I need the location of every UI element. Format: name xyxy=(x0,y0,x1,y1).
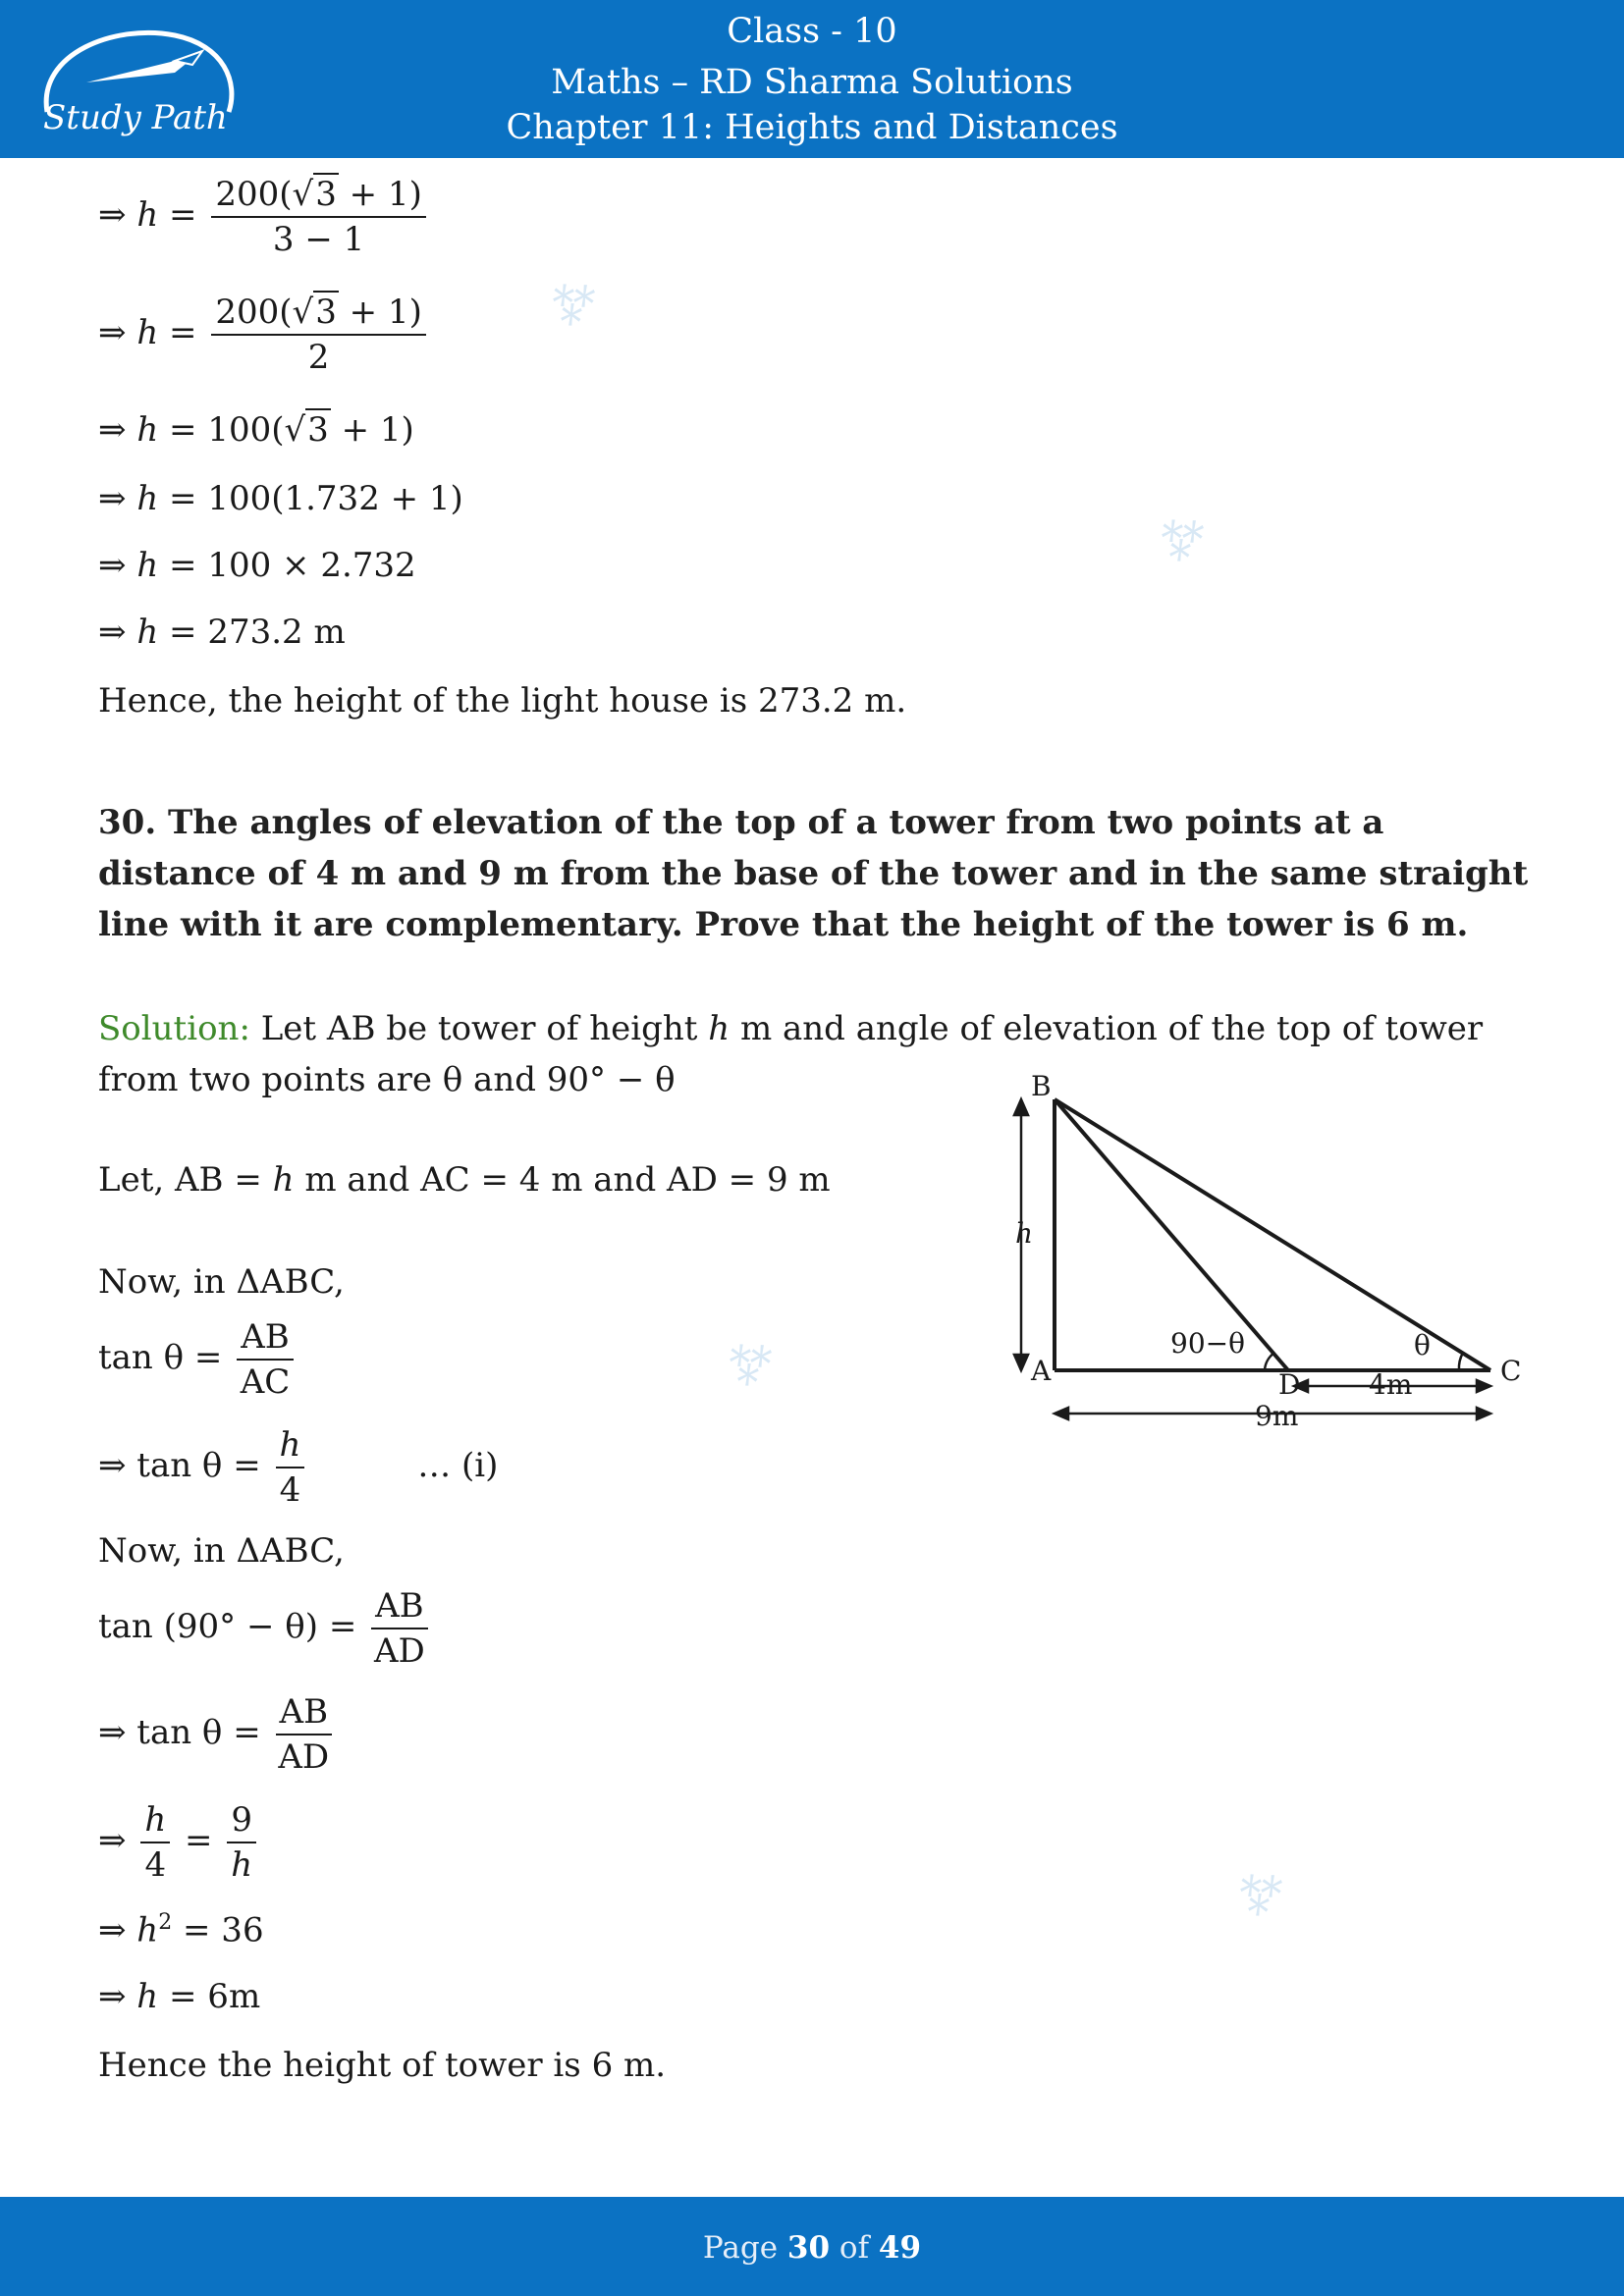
class-label: Class - 10 xyxy=(727,12,897,51)
now-in-triangle-1: Now, in ΔABC, xyxy=(98,1262,345,1302)
sqrt-symbol: √3 xyxy=(284,410,329,450)
step-line-2 xyxy=(98,293,430,377)
now-in-triangle-2: Now, in ΔABC, xyxy=(98,1531,345,1571)
fraction: $\frac{h}{4}$ xyxy=(140,1800,170,1885)
fraction-numerator: 200(√3 + 1) xyxy=(211,293,425,336)
tan-theta-h-over-4: ⇒ tan θ = $\frac{h}{4}$ … (i) xyxy=(98,1425,499,1510)
page-header xyxy=(0,0,1624,158)
label-angle-c: θ xyxy=(1414,1329,1431,1362)
solution-label: Solution: xyxy=(98,1009,250,1048)
equals-sign: = xyxy=(169,195,197,235)
ratio-equation: ⇒ $\frac{h}{4}$ = $\frac{9}{h}$ xyxy=(98,1800,260,1885)
fraction-numerator: 200(√3 + 1) xyxy=(211,175,425,218)
angle-arc-c xyxy=(1459,1353,1463,1370)
fraction-denominator: 2 xyxy=(307,338,330,377)
h-squared-equation: ⇒ $h^2 = 36$ xyxy=(98,1910,264,1950)
let-statement: Let, AB = h m and AC = 4 m and AD = 9 m xyxy=(98,1160,831,1200)
fraction-denominator: 3 − 1 xyxy=(272,220,365,259)
h-value-equation: ⇒ h = 6m xyxy=(98,1977,261,2016)
step-line-5: ⇒ h = 100 × 2.732 xyxy=(98,546,416,585)
lighthouse-conclusion: Hence, the height of the light house is 273.2 m. xyxy=(98,681,907,721)
question-30: 30. The angles of elevation of the top of a tower from two points at a distance of 4 m and 9 m from the base of the tower and in the same straight line with it are complementary. Prove that the height of the tower is 6 m. xyxy=(98,803,1529,944)
current-page: 30 xyxy=(786,2230,831,2266)
tan-90-minus-theta: tan (90° − θ) = $\frac{AB}{AD}$ xyxy=(98,1586,432,1671)
label-h: h xyxy=(1015,1217,1034,1250)
step-line-1 xyxy=(98,175,430,259)
equals-sign: = xyxy=(169,313,197,352)
label-d: D xyxy=(1278,1368,1301,1401)
subject-title: Maths – RD Sharma Solutions xyxy=(551,63,1073,102)
angle-arc-d xyxy=(1265,1353,1274,1370)
total-pages: 49 xyxy=(878,2230,922,2266)
label-c: C xyxy=(1500,1355,1522,1387)
fraction xyxy=(211,293,425,377)
fraction: $\frac{AB}{AD}$ xyxy=(371,1586,428,1671)
sqrt-symbol: √3 xyxy=(292,175,337,214)
triangle-diagram xyxy=(1001,1070,1551,1433)
watermark-logo: ⁂ xyxy=(1224,1857,1295,1926)
step-line-4: ⇒ h = 100(1.732 + 1) xyxy=(98,479,463,518)
fraction: $\frac{h}{4}$ xyxy=(276,1425,305,1510)
label-9m: 9m xyxy=(1255,1400,1299,1432)
chapter-title: Chapter 11: Heights and Distances xyxy=(506,108,1118,147)
tower-conclusion: Hence the height of tower is 6 m. xyxy=(98,2046,667,2085)
fraction: $\frac{AB}{AD}$ xyxy=(276,1692,333,1777)
equation-ref: … (i) xyxy=(417,1446,499,1485)
label-angle-d: 90−θ xyxy=(1170,1327,1245,1360)
label-4m: 4m xyxy=(1369,1368,1413,1401)
fraction xyxy=(211,175,425,259)
watermark-logo: ⁂ xyxy=(714,1327,785,1396)
page-footer xyxy=(0,2197,1624,2296)
watermark-logo: ⁂ xyxy=(1146,503,1217,571)
sqrt-symbol: √3 xyxy=(292,293,337,332)
step-line-3: ⇒ h = 100(√3 + 1) xyxy=(98,410,414,450)
label-b: B xyxy=(1031,1070,1052,1102)
logo-text: Study Path xyxy=(43,98,228,137)
implies-symbol: ⇒ xyxy=(98,313,127,352)
solution-intro: Solution: Let AB be tower of height h m and angle of elevation of the top of tower from two points are θ and 90° − θ xyxy=(98,1009,1484,1099)
var-h: h xyxy=(136,195,159,235)
tan-theta-ab-ad: ⇒ tan θ = $\frac{AB}{AD}$ xyxy=(98,1692,336,1777)
fraction: $\frac{9}{h}$ xyxy=(227,1800,256,1885)
fraction: $\frac{AB}{AC}$ xyxy=(237,1317,294,1402)
var-h: h xyxy=(136,313,159,352)
tan-theta-ab-ac: tan θ = $\frac{AB}{AC}$ xyxy=(98,1317,298,1402)
page-number: Page 30 of 49 xyxy=(702,2230,922,2266)
implies-symbol: ⇒ xyxy=(98,195,127,235)
step-line-6: ⇒ h = 273.2 m xyxy=(98,613,346,652)
label-a: A xyxy=(1031,1355,1052,1387)
watermark-logo: ⁂ xyxy=(537,267,608,336)
